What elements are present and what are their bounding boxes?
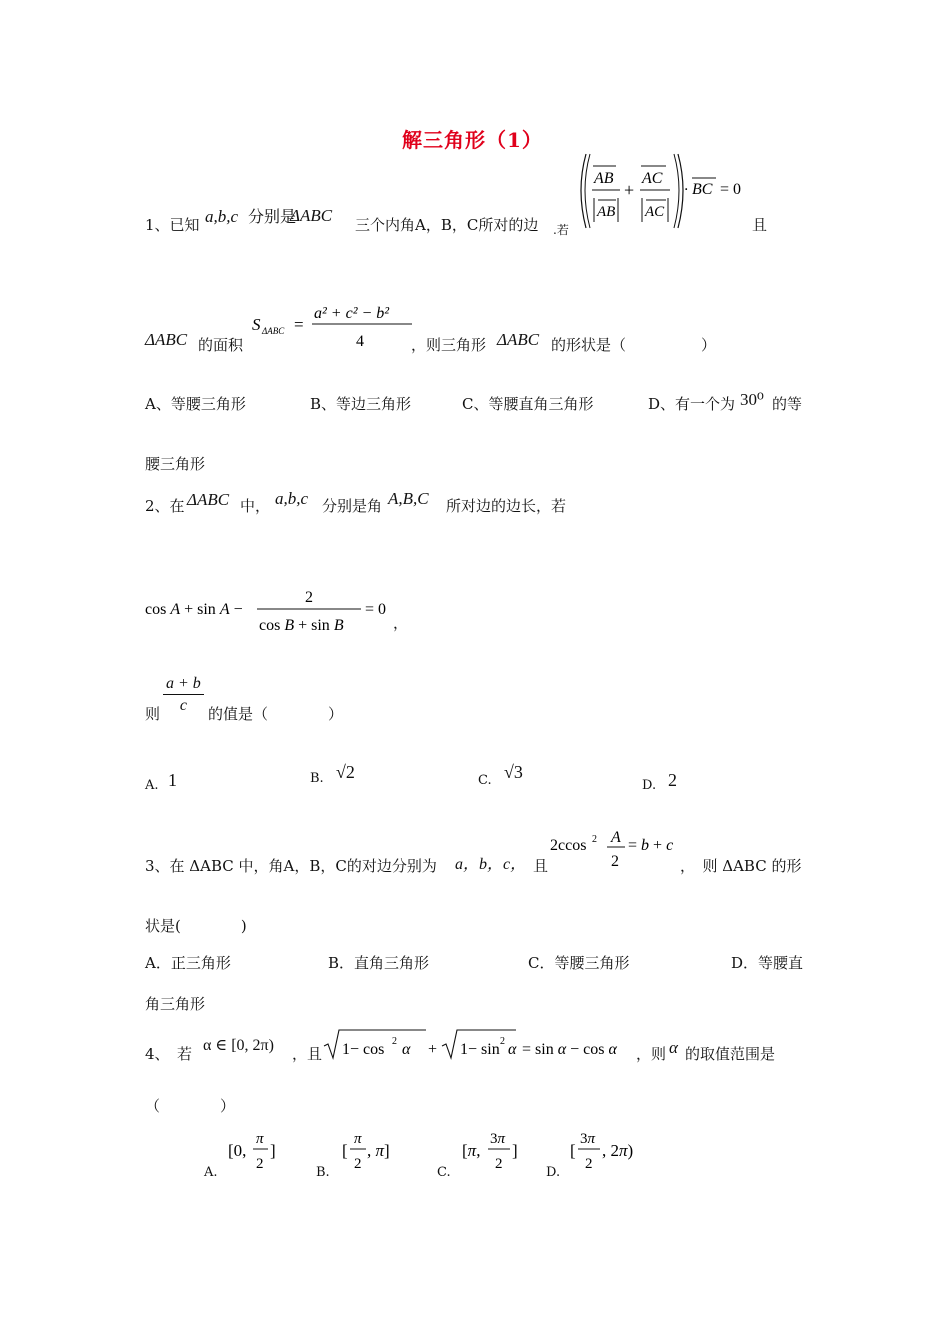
q1-option-d-angle: 30⁰ — [740, 390, 764, 409]
q1-option-b: B、等边三角形 — [310, 395, 412, 413]
q2-comma: ， — [393, 614, 409, 632]
q4-alpha: α — [669, 1038, 678, 1057]
q1-mid2: 三个内角A，B，C所对的边 — [355, 216, 539, 234]
q2-frac-num: a + b — [163, 674, 204, 695]
svg-text:4: 4 — [356, 333, 364, 350]
svg-text:ΔABC: ΔABC — [262, 326, 285, 336]
svg-text:[: [ — [570, 1141, 576, 1160]
q1-vars: a,b,c — [205, 207, 239, 226]
svg-text:AB: AB — [594, 170, 614, 187]
svg-text:AC: AC — [645, 204, 665, 220]
svg-text:1− cos: 1− cos — [342, 1041, 385, 1058]
q2-option-c: C. — [478, 773, 492, 788]
q1-tail2: 的形状是（ ） — [551, 336, 717, 354]
q3-option-wrap: 角三角形 — [145, 995, 206, 1013]
q4-qie: ，且 — [292, 1045, 323, 1063]
svg-text:3π: 3π — [580, 1131, 596, 1147]
q3-option-a: A．正三角形 — [145, 954, 231, 972]
q4-paren: （ ） — [145, 1097, 236, 1115]
svg-text:BC: BC — [692, 181, 713, 198]
svg-text:, 2π): , 2π) — [602, 1141, 634, 1160]
q1-ruo: .若 — [553, 223, 569, 237]
svg-text:cos A + sin A −: cos A + sin A − — [145, 601, 243, 618]
q4-range-b — [340, 1126, 400, 1176]
q1-area-formula — [250, 296, 420, 352]
q2-fraction — [163, 674, 204, 715]
svg-text:A: A — [611, 829, 621, 846]
q3-wrap: 状是( ) — [145, 917, 247, 935]
svg-text:·: · — [684, 182, 689, 198]
svg-text:α: α — [402, 1041, 411, 1058]
svg-text:2: 2 — [495, 1156, 503, 1172]
q3-text: 3、在 ΔABC 中，角A，B，C的对边分别为 — [145, 857, 437, 875]
svg-text:3π: 3π — [490, 1131, 506, 1147]
q4-range-c — [460, 1126, 526, 1176]
svg-text:[: [ — [342, 1141, 348, 1160]
q3-option-d: D．等腰直 — [731, 954, 804, 972]
q1-option-a: A、等腰三角形 — [145, 395, 246, 413]
q2-vars: a,b,c — [275, 489, 309, 508]
svg-text:2: 2 — [305, 589, 313, 606]
svg-text:[0,: [0, — [228, 1141, 247, 1160]
svg-text:]: ] — [512, 1141, 518, 1160]
q1-prefix: 1、已知 — [145, 216, 200, 234]
svg-text:α: α — [508, 1041, 517, 1058]
svg-text:= 0: = 0 — [720, 181, 742, 198]
svg-text:2ccos: 2ccos — [550, 837, 587, 854]
q2-mid: 分别是角 — [322, 497, 383, 515]
q4-range-d — [568, 1126, 648, 1176]
q3-tail: ， 则 ΔABC 的形 — [680, 857, 802, 875]
page-title: 解三角形（1） — [402, 128, 543, 152]
svg-text:[π,: [π, — [462, 1141, 481, 1160]
svg-text:a² + c² − b²: a² + c² − b² — [314, 305, 390, 322]
svg-text:2: 2 — [592, 834, 597, 845]
svg-text:AC: AC — [642, 170, 663, 187]
svg-text:2: 2 — [392, 1036, 397, 1047]
q2-option-b: B. — [310, 771, 324, 786]
q2-angles: A,B,C — [388, 489, 429, 508]
q1-option-d-wrap: 腰三角形 — [145, 455, 206, 473]
q3-vars: a，b，c， — [455, 856, 527, 873]
q2-option-a: A. — [145, 778, 159, 793]
q2-zhong: 中， — [240, 497, 271, 515]
q1-option-d: D、有一个为 — [648, 395, 736, 413]
q1-vector-equation — [574, 150, 764, 232]
q2-value: 的值是（ ） — [208, 705, 344, 723]
q2-option-b-value: √2 — [336, 762, 355, 782]
q4-cond: α ∈ [0, 2π) — [203, 1037, 274, 1054]
svg-text:+: + — [624, 180, 635, 200]
q2-option-d-value: 2 — [668, 770, 677, 790]
q4-option-c: C. — [437, 1165, 451, 1180]
svg-text:π: π — [256, 1131, 264, 1147]
q2-tail: 所对边的边长，若 — [446, 497, 567, 515]
q2-option-d: D. — [642, 778, 657, 793]
q4-option-a: A. — [204, 1165, 218, 1180]
q2-ze: 则 — [145, 705, 161, 723]
svg-text:AB: AB — [597, 204, 616, 220]
q3-option-c: C．等腰三角形 — [528, 954, 630, 972]
q2-frac-den: c — [179, 697, 187, 715]
q4-option-d: D. — [546, 1165, 561, 1180]
q1-qie: 且 — [752, 216, 768, 234]
q4-range-a — [226, 1126, 282, 1176]
q2-option-c-value: √3 — [504, 762, 523, 782]
svg-text:S: S — [252, 315, 261, 334]
q1-mid1: 分别是 — [248, 207, 297, 226]
svg-text:π: π — [354, 1131, 362, 1147]
q4-tail2: 的取值范围是 — [685, 1045, 776, 1063]
q3-qie: 且 — [533, 857, 549, 875]
q1-area-label: 的面积 — [198, 336, 244, 354]
svg-text:2: 2 — [354, 1156, 362, 1172]
q1-tri: ΔABC — [290, 206, 333, 225]
svg-text:cos B + sin B: cos B + sin B — [259, 617, 344, 634]
q2-option-a-value: 1 — [168, 770, 177, 790]
q3-option-b: B．直角三角形 — [328, 954, 430, 972]
q1-option-c: C、等腰直角三角形 — [462, 395, 594, 413]
svg-text:= sin α − cos α: = sin α − cos α — [522, 1041, 617, 1058]
q1-tri-2: ΔABC — [145, 330, 188, 349]
q1-tri-3: ΔABC — [497, 330, 540, 349]
q2-tri: ΔABC — [187, 490, 230, 509]
svg-text:]: ] — [270, 1141, 276, 1160]
q1-tail1: ，则三角形 — [411, 336, 487, 354]
svg-text:= 0: = 0 — [365, 601, 387, 618]
svg-text:+: + — [428, 1041, 438, 1058]
q1-option-d-tail: 的等 — [772, 395, 803, 413]
svg-text:2: 2 — [611, 853, 619, 870]
q2-equation — [145, 584, 395, 638]
q4-tail: ，则 — [636, 1045, 667, 1063]
q3-equation — [548, 826, 688, 876]
q4-option-b: B. — [316, 1165, 330, 1180]
q4-prefix: 4、 若 — [145, 1045, 193, 1063]
svg-text:= b + c: = b + c — [628, 837, 674, 854]
q2-prefix: 2、在 — [145, 497, 185, 515]
q4-equation — [322, 1026, 638, 1062]
svg-text:2: 2 — [256, 1156, 264, 1172]
svg-text:1− sin: 1− sin — [460, 1041, 500, 1058]
svg-text:2: 2 — [585, 1156, 593, 1172]
svg-text:2: 2 — [500, 1036, 505, 1047]
svg-text:, π]: , π] — [367, 1141, 390, 1160]
svg-text:=: = — [294, 315, 304, 334]
